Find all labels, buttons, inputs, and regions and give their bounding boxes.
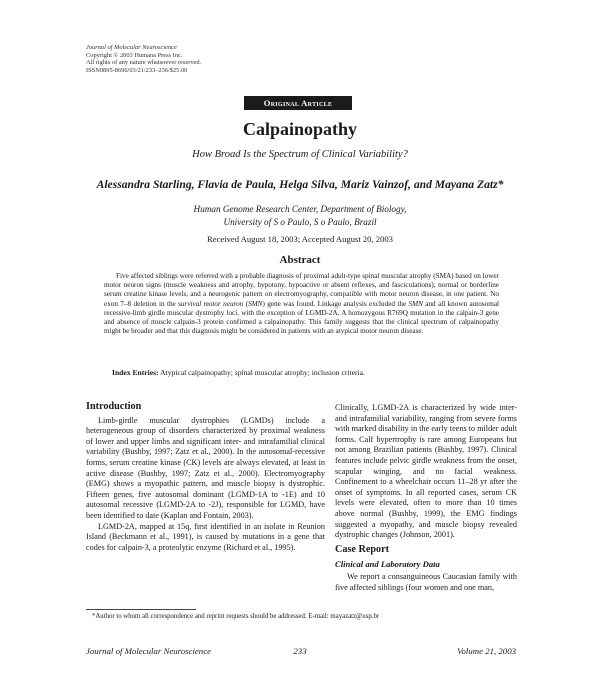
intro-paragraph-2: LGMD-2A, mapped at 15q, first identified in an isolate in Reunion Island (Beckmann et al., 1991), is caused by mutations in a gene that codes for calpain-3, a proteolytic enzyme (Richard et al., 1995). — [86, 521, 325, 552]
clinical-data-heading: Clinical and Laboratory Data — [335, 559, 440, 570]
affiliation-line-1: Human Genome Research Center, Department of Biology, — [193, 204, 407, 214]
intro-paragraph-1: Limb-girdle muscular dystrophies (LGMDs) include a heterogeneous group of disorders characterized by proximal weakness of lower and upper limbs and significant inter- and intrafamilial clinical variability (Bushby, 1997; Zatz et al., 2000). In the autosomal-recessive forms, serum creatine kinase (CK) levels are always elevated, at least in active disease (Bushby, 1997; Zatz et al., 2000). Electromyography (EMG) shows a myopathic pattern, and muscle biopsy is dystrophic. Fifteen genes, five autosomal dominant (LGMD-1A to -1E) and 10 autosomal recessive (LGMD-2A to -2J), responsible for LGMD, have been identified to date (Kaplan and Fontain, 2003). — [86, 415, 325, 520]
affiliation-line-2: University of S o Paulo, S o Paulo, Brazil — [223, 216, 377, 227]
header-issn: ISSN0895-8696/03/21:233–236/$25.00 — [86, 66, 188, 74]
header-journal-name: Journal of Molecular Neuroscience — [86, 44, 177, 51]
footer-page-number: 233 — [293, 646, 307, 656]
footer-journal: Journal of Molecular Neuroscience — [86, 646, 211, 656]
case-report-heading: Case Report — [335, 543, 390, 555]
received-dates: Received August 18, 2003; Accepted August 20, 2003 — [207, 234, 393, 244]
right-paragraph-2: We report a consanguineous Caucasian family with five affected siblings (four women and one man, — [335, 571, 517, 592]
index-entries-label: Index Entries: — [112, 368, 159, 377]
abstract-part-a: Five affected siblings were referred with a probable diagnosis of proximal adult-type spinal muscular atrophy (SMA) based on lower motor neuron signs (muscle weakness and atrophy, hypotony, hypoactive or absent reflexes, and fasciculations), normal or borderline serum creatine kinase levels, and a neurogenic pattern on electromyography, compatible with motor neuron disease, in one patient. No exon 7–8 deletion in the — [104, 272, 499, 308]
header-copyright: Copyright © 2003 Humana Press Inc. — [86, 51, 183, 59]
affiliation — [0, 203, 600, 228]
right-column — [335, 403, 517, 593]
author-list: Alessandra Starling, Flavia de Paula, Helga Silva, Mariz Vainzof, and Mayana Zatz* — [96, 178, 504, 191]
abstract-heading: Abstract — [279, 254, 321, 266]
article-title: Calpainopathy — [242, 119, 358, 139]
abstract-part-d: and all known autosomal recessive-limb girdle muscular dystrophy loci, with the exception of LGMD-2A. A homozygous R769Q mutation in the calpain-3 gene and absence of muscle calpain-3 protein confirmed a calpainopathy. This family suggests that the clinical spectrum of calpainopathy might be broader and that this diagnosis might be considered in patients with an atypical motor neuron disease. — [104, 299, 500, 336]
abstract-gene-smn-2: SMN — [408, 299, 423, 308]
correspondence-footnote: *Author to whom all correspondence and reprint requests should be addressed. E-mail: mayazatz@usp.br — [92, 613, 380, 620]
journal-header — [86, 44, 201, 74]
article-type-badge: Original Article — [244, 96, 352, 110]
abstract-text — [104, 272, 499, 336]
index-entries-text: Atypical calpainopathy; spinal muscular atrophy; inclusion criteria. — [160, 368, 365, 377]
article-subtitle: How Broad Is the Spectrum of Clinical Variability? — [192, 149, 408, 160]
introduction-heading: Introduction — [86, 401, 142, 412]
footnote-divider — [86, 609, 196, 610]
abstract-italic-term: survival motor neuron — [178, 299, 244, 308]
index-entries — [112, 368, 497, 377]
left-column — [86, 402, 325, 553]
footer-volume: Volume 21, 2003 — [457, 646, 516, 656]
abstract-part-c: ) gene was found. Linkage analysis excluded the — [262, 299, 407, 308]
header-rights: All rights of any nature whatsoever reserved. — [86, 59, 202, 67]
abstract-part-b: ( — [245, 299, 249, 308]
right-paragraph-1: Clinically, LGMD-2A is characterized by wide inter- and intrafamilial variability, ranging from severe forms with marked disability in the early teens to milder adult forms. Calf hypertrophy is rare among Europeans but not among Brazilian patients (Bushby, 1997). Clinical features include pelvic girdle weakness from the onset, scapular winging, and no facial weakness. Confinement to a wheelchair occurs 11–28 yr after the onset of symptoms. In all reported cases, serum CK levels were elevated, often to more than 10 times above normal (Bushby, 1999), the EMG findings suggested a myopathy, and muscle biopsy revealed dystrophic changes (Johnson, 2001). — [335, 403, 517, 540]
abstract-gene-smn: SMN — [248, 299, 263, 308]
